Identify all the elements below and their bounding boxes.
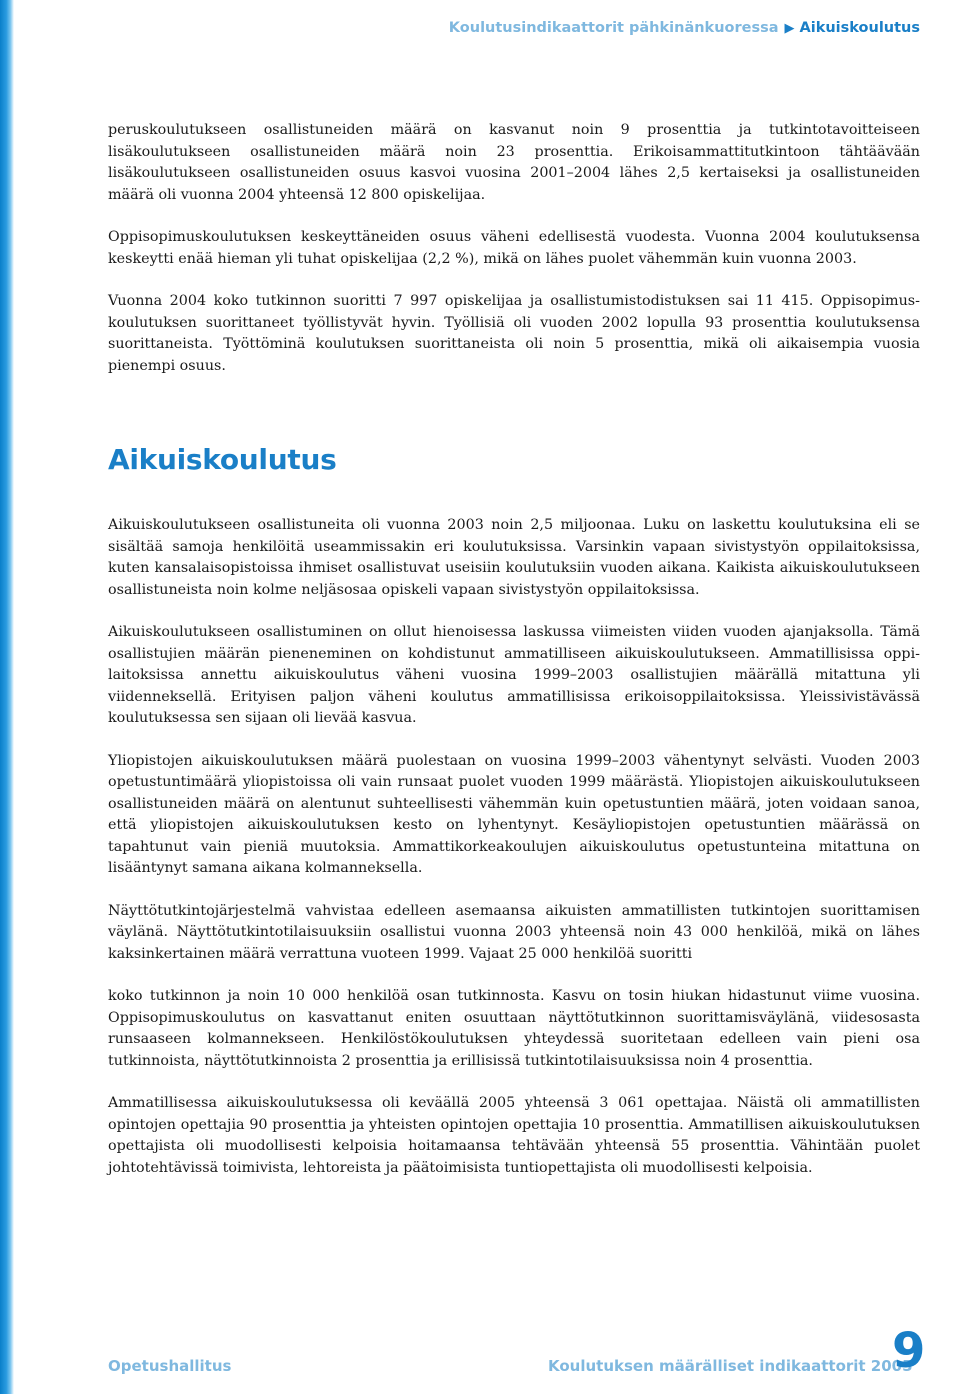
side-color-bar (0, 0, 14, 1394)
paragraph: Näyttötutkintojärjestelmä vahvistaa edelleen asemaansa aikuisten ammatillisten tutkintojen suorittamisen väylänä. Näyttötutkintotilaisuuksiin osallistui vuonna 2003 yhteensä noin 43 000 henkilöä, mikä on lähes kaksinkertainen määrä verrattuna vuoteen 1999. Vajaat 25 000 henkilöä suoritti (108, 902, 920, 962)
triangle-right-icon: ▶ (784, 20, 795, 36)
section-heading: Aikuiskoulutus (108, 443, 337, 476)
header-section-title: Koulutusindikaattorit pähkinänkuoressa (448, 20, 779, 36)
paragraph: Yliopistojen aikuiskoulutuksen määrä puolestaan on vuosina 1999–2003 vähentynyt selvästi. Vuoden 2003 opetustuntimäärä yliopistoissa oli vain runsaat puolet vuoden 1999 määrästä. Yliopistojen aikuiskoulutukseen osallistuneiden määrä on alentunut suhteellisesti vähemmän kuin opetustuntien määrä, joten voidaan sanoa, että yliopistojen aikuiskoulutuksen kesto on lyhentynyt. Kesäyliopistojen opetustuntien määrässä on tapahtunut vain pieniä muutoksia. Ammattikorkeakoulujen aikuiskoulutus opetustunteina mitattuna on lisääntynyt samana aikana kolmanneksella. (108, 752, 920, 876)
page-body (108, 120, 920, 1200)
header-current-chapter: Aikuiskoulutus (799, 20, 920, 36)
running-header (449, 20, 920, 36)
paragraph: Aikuiskoulutukseen osallistuneita oli vuonna 2003 noin 2,5 miljoonaa. Luku on laskettu koulutuksina eli se sisältää samoja henkilöitä useammissakin eri koulutuksissa. Varsinkin vapaan sivistystyön oppilaitoksissa, kuten kansalaisopistoissa ihmiset osallistuvat useisiin koulutuksiin vuoden aikana. Kaikista aikuiskoulutukseen osallistuneista noin kolme neljäsosaa opiskeli vapaan sivistystyön oppilaitoksissa. (108, 517, 920, 598)
footer-publisher: Opetushallitus (108, 1357, 232, 1375)
paragraph: Aikuiskoulutukseen osallistuminen on ollut hienoisessa laskussa viimeisten viiden vuoden ajanjaksolla. Tämä osallistujien määrän pieneneminen on kohdistunut ammatilliseen aikuiskoulutukseen. Ammatillisissa oppilaitoksissa annettu aikuiskoulutus väheni vuosina 1999–2003 osallistujien määrällä mitattuna yli viidenneksellä. Erityisen paljon väheni koulutus ammatillisissa erikoisoppilaitoksissa. Yleissivistävässä koulutuksessa sen sijaan oli lievää kasvua. (108, 624, 920, 726)
paragraph: koko tutkinnon ja noin 10 000 henkilöä osan tutkinnosta. Kasvu on tosin hiukan hidastunut viime vuosina. Oppisopimuskoulutus on kasvattanut eniten osuuttaan näyttötutkinnon suorittamisväylänä, viidesosasta runsaaseen kolmannekseen. Henkilöstökoulutuksen yhteydessä suoritetaan edelleen vain pieni osa tutkinnoista, näyttötutkinnoista 2 prosenttia ja erillisissä tutkintotilaisuuksissa noin 4 prosenttia. (108, 988, 920, 1069)
paragraph: Vuonna 2004 koko tutkinnon suoritti 7 997 opiskelijaa ja osallistumistodistuksen sai 11 415. Oppisopimuskoulutuksen suorittaneet työllistyvät hyvin. Työllisiä oli vuoden 2002 lopulla 93 prosenttia koulutuksensa suorittaneista. Työttöminä koulutuksen suorittaneista oli noin 5 prosenttia, mikä oli aikaisempia vuosia pienempi osuus. (108, 293, 920, 374)
paragraph: Oppisopimuskoulutuksen keskeyttäneiden osuus väheni edellisestä vuodesta. Vuonna 2004 koulutuksensa keskeytti enää hieman yli tuhat opiskelijaa (2,2 %), mikä on lähes puolet vähemmän kuin vuonna 2003. (108, 229, 920, 267)
paragraph: Ammatillisessa aikuiskoulutuksessa oli keväällä 2005 yhteensä 3 061 opettajaa. Näistä oli ammatillisten opintojen opettajia 90 prosenttia ja yhteisten opintojen opettajia 10 prosenttia. Ammatillisen aikuiskoulutuksen opettajista oli muodollisesti kelpoisia hoitamaansa tehtävään yhteensä 55 prosenttia. Vähintään puolet johtotehtävissä toimivista, lehtoreista ja päätoimisista tuntiopettajista oli muodollisesti kelpoisia. (108, 1095, 920, 1176)
page-number: 9 (892, 1323, 926, 1379)
footer-publication-title: Koulutuksen määrälliset indikaattorit 2005 (548, 1357, 913, 1375)
paragraph: peruskoulutukseen osallistuneiden määrä on kasvanut noin 9 prosenttia ja tutkintotavoitteiseen lisäkoulutukseen osallistuneiden määrä noin 23 prosenttia. Erikoisammattitutkintoon tähtäävään lisäkoulutukseen osallistuneiden osuus kasvoi vuosina 2001–2004 lähes 2,5 kertaiseksi ja osallistuneiden määrä oli vuonna 2004 yhteensä 12 800 opiskelijaa. (108, 122, 920, 203)
